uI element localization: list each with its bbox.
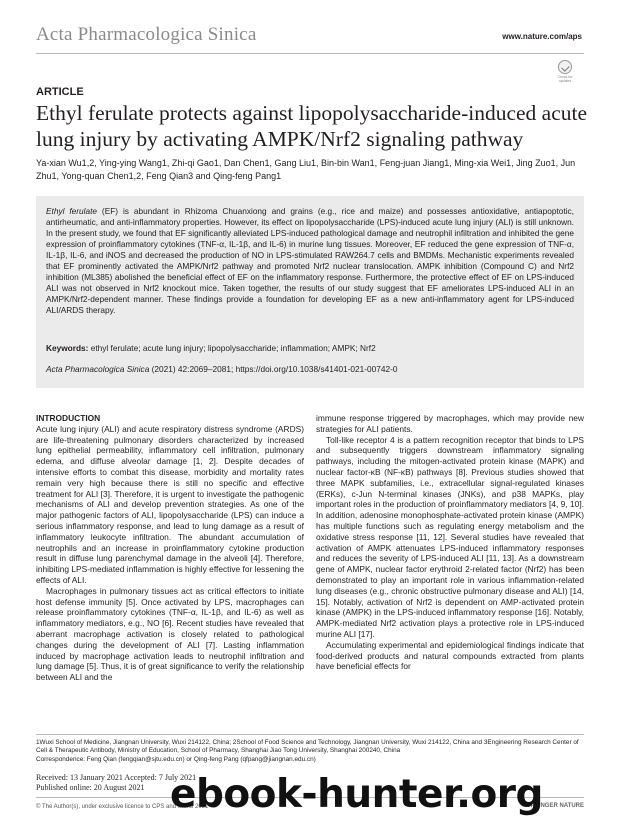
keywords-line — [46, 343, 574, 353]
abstract-text — [46, 206, 574, 316]
body-column-right — [316, 413, 584, 672]
correspondence-text: Correspondence: Feng Qian (fengqian@sjtu.edu.cn) or Qing-feng Pang (qfpang@jiangnan.edu.cn) — [36, 755, 316, 763]
journal-url-link[interactable]: www.nature.com/aps — [502, 32, 582, 41]
copyright-notice: © The Author(s), under exclusive licence to CPS and SIMM 2021 — [36, 804, 209, 810]
header-divider — [36, 53, 584, 54]
received-accepted-date: Received: 13 January 2021 Accepted: 7 July 2021 — [36, 773, 197, 782]
keywords-list: ethyl ferulate; acute lung injury; lipopolysaccharide; inflammation; AMPK; Nrf2 — [88, 343, 376, 353]
keywords-label: Keywords: — [46, 343, 89, 353]
paragraph: Toll-like receptor 4 is a pattern recognition receptor that binds to LPS and subsequently triggers downstream inflammatory signaling pathways, including the mitogen-activated protein kinase (MAPK) and nuclear factor-κB (NF-κB) pathways [8]. Previous studies showed that three MAPK subfamilies, i.e., extracellular signal-regulated kinases (ERKs), c-Jun N-terminal kinases (JNKs), and p38 MAPKs, play important roles in the production of proinflammatory mediators [4, 9, 10]. In addition, adenosine monophosphate-activated protein kinase (AMPK) has multiple functions such as regulating energy metabolism and the oxidative stress response [11, 12]. Several studies have revealed that activation of AMPK attenuates LPS-induced inflammatory responses and reduces the severity of LPS-induced ALI [11, 13]. As a downstream gene of AMPK, nuclear factor erythroid 2-related factor (Nrf2) has been demonstrated to play an important role in various inflammation-related lung diseases (e.g., chronic obstructive pulmonary disease and ALI) [14, 15]. Notably, activation of Nrf2 is dependent on AMP-activated protein kinase (AMPK) in the LPS-induced inflammatory response [16]. Notably, AMPK-mediated Nrf2 activation plays a protective role in LPS-induced murine ALI [17]. — [316, 434, 584, 639]
published-date: Published online: 20 August 2021 — [36, 783, 145, 792]
affiliations — [36, 739, 586, 764]
paragraph: immune response triggered by macrophages, which may provide new strategies for ALI patients. — [316, 413, 584, 434]
paragraph: Accumulating experimental and epidemiological findings indicate that food-derived products and natural compounds extracted from plants have beneficial effects for — [316, 639, 584, 672]
publisher-logo: SPRINGER NATURE — [526, 803, 584, 809]
introduction-heading: INTRODUCTION — [36, 413, 101, 423]
paragraph: Macrophages in pulmonary tissues act as critical effectors to initiate host defense immunity [5]. Once activated by LPS, macrophages can release proinflammatory cytokines (TNF-α, IL-1β, and IL-6) as well as inflammatory mediators, e.g., NO [6]. Recent studies have revealed that aberrant macrophage activation is closely related to pathological changes during the development of ALI [7]. Lasting inflammation induced by macrophage activation leads to neutrophil infiltration and lung damage [5]. Thus, it is of great significance to verify the relationship between ALI and the — [36, 585, 304, 683]
citation-line — [46, 364, 574, 374]
article-title: Ethyl ferulate protects against lipopolysaccharide-induced acute lung injury by activating AMPK/Nrf2 signaling pathway — [36, 101, 588, 151]
journal-name: Acta Pharmacologica Sinica — [36, 24, 257, 45]
footnote-divider — [36, 734, 584, 735]
citation-doi[interactable]: (2021) 42:2069–2081; https://doi.org/10.1038/s41401-021-00742-0 — [149, 364, 398, 374]
badge-label: Check for updates — [557, 75, 573, 83]
paragraph: Acute lung injury (ALI) and acute respiratory distress syndrome (ARDS) are life-threatening pulmonary disorders characterized by increased lung epithelial permeability, inflammatory cell infiltration, pulmonary edema, and diffuse alveolar damage [1, 2]. Despite decades of intensive efforts to combat this disease, morbidity and mortality rates remain very high because there is still no specific and effective treatment for ALI [3]. Therefore, it is urgent to investigate the pathogenic mechanisms of ALI and develop prevention strategies. As one of the major pathogenic factors of ALI, lipopolysaccharide (LPS) can induce a serious inflammatory response, and lead to lung damage as a result of inflammatory leukocyte infiltration. The abundant accumulation of neutrophils and an increase in proinflammatory cytokine production result in diffuse lung parenchymal damage in the alveoli [4]. Therefore, inhibiting LPS-mediated inflammation is highly effective for lessening the effects of ALI. — [36, 423, 304, 585]
abstract-lead: Ethyl ferulate — [46, 206, 98, 216]
body-column-left — [36, 413, 304, 683]
check-updates-icon — [558, 60, 572, 74]
author-list: Ya-xian Wu1,2, Ying-ying Wang1, Zhi-qi Gao1, Dan Chen1, Gang Liu1, Bin-bin Wan1, Feng-juan Jiang1, Ming-xia Wei1, Jing Zuo1, Jun Zhu1, Yong-quan Chen1,2, Feng Qian3 and Qing-feng Pang1 — [36, 158, 576, 181]
check-for-updates-badge[interactable] — [556, 60, 574, 84]
citation-journal: Acta Pharmacologica Sinica — [46, 364, 150, 374]
article-type-label: ARTICLE — [36, 86, 84, 98]
affiliation-text: 1Wuxi School of Medicine, Jiangnan University, Wuxi 214122, China; 2School of Food Science and Technology, Jiangnan University, Wuxi 214122, China and 3Engineering Research Center of Cell & Therapeutic Antibody, Ministry of Education, School of Pharmacy, Shanghai Jiao Tong University, Shanghai 200240, China — [36, 739, 579, 755]
abstract-body: (EF) is abundant in Rhizoma Chuanxiong and grains (e.g., rice and maize) and possesses antioxidative, antiapoptotic, antirheumatic, and anti-inflammatory properties. However, its effect on lipopolysaccharide (LPS)-induced acute lung injury (ALI) is still unknown. In the present study, we found that EF significantly alleviated LPS-induced pathological damage and neutrophil infiltration and inhibited the gene expression of proinflammatory cytokines (TNF-α, IL-1β, and IL-6) in murine lung tissues. Moreover, EF reduced the gene expression of TNF-α, IL-1β, IL-6, and iNOS and decreased the production of NO in LPS-stimulated RAW264.7 cells and BMDMs. Mechanistic experiments revealed that EF prominently activated the AMPK/Nrf2 pathway and promoted Nrf2 nuclear translocation. AMPK inhibition (Compound C) and Nrf2 inhibition (ML385) abolished the beneficial effect of EF on the inflammatory response. Furthermore, the protective effect of EF on LPS-induced ALI was not observed in Nrf2 knockout mice. Taken together, the results of our study suggest that EF ameliorates LPS-induced ALI in an AMPK/Nrf2-dependent manner. These findings provide a foundation for developing EF as a new anti-inflammatory agent for LPS-induced ALI/ARDS therapy. — [46, 206, 574, 315]
abstract-box — [36, 196, 584, 388]
watermark-text: ebook-hunter.org — [170, 772, 543, 817]
